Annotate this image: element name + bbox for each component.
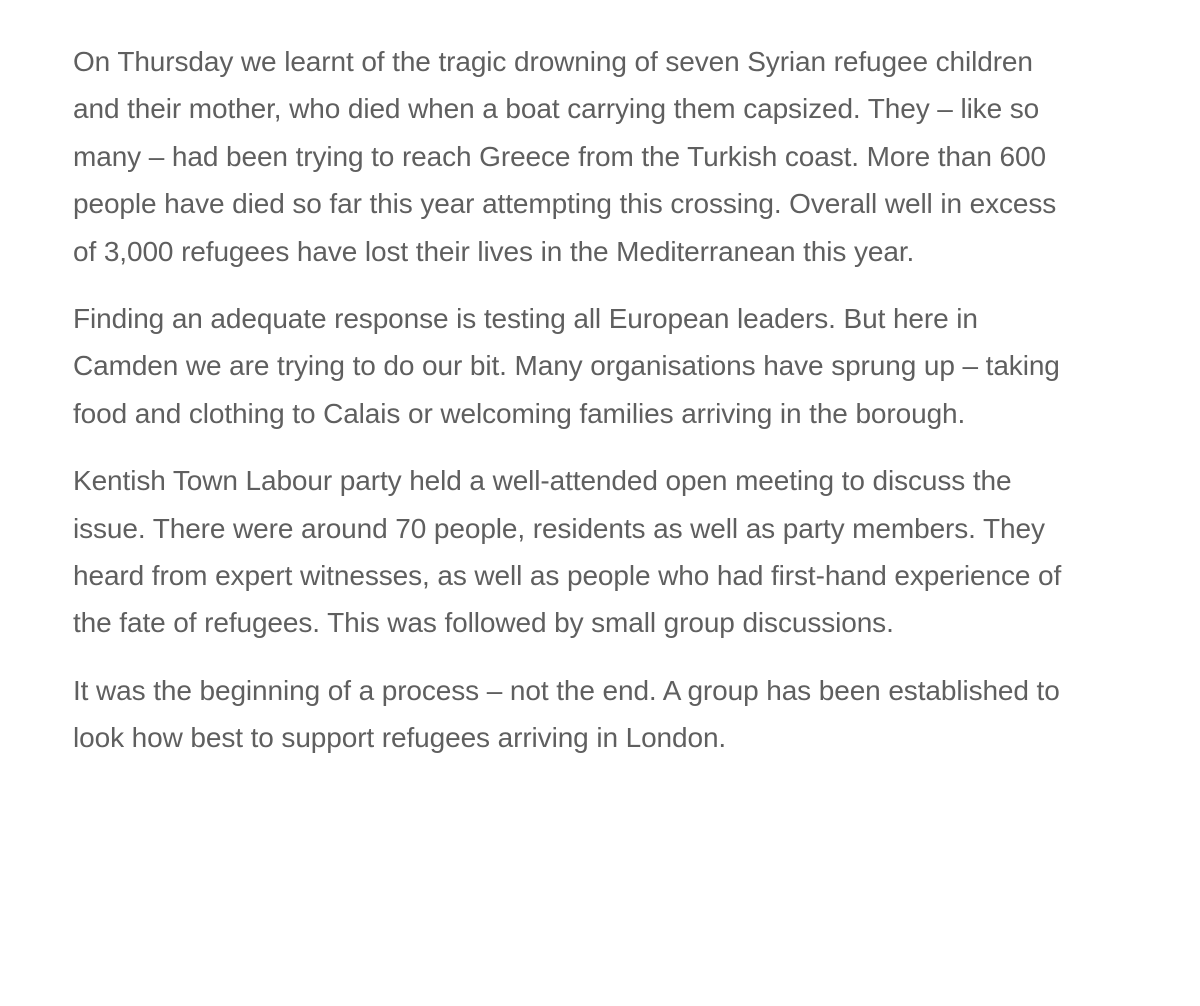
article-paragraph: Kentish Town Labour party held a well-attended open meeting to discuss the issue. There were around 70 people, residents as well as party members. They heard from expert witnesses, as well as people who had first-hand experience of the fate of refugees. This was followed by small group discussions. [73,465,1062,639]
article-body [73,38,1073,782]
article-paragraph: It was the beginning of a process – not the end. A group has been established to look how best to support refugees arriving in London. [73,674,1060,754]
article-paragraph: On Thursday we learnt of the tragic drowning of seven Syrian refugee children and their mother, who died when a boat carrying them capsized. They – like so many – had been trying to reach Greece from the Turkish coast. More than 600 people have died so far this year attempting this crossing. Overall well in excess of 3,000 refugees have lost their lives in the Mediterranean this year. [73,46,1057,267]
article-paragraph: Finding an adequate response is testing all European leaders. But here in Camden we are trying to do our bit. Many organisations have sprung up – taking food and clothing to Calais or welcoming families arriving in the borough. [73,303,1060,429]
